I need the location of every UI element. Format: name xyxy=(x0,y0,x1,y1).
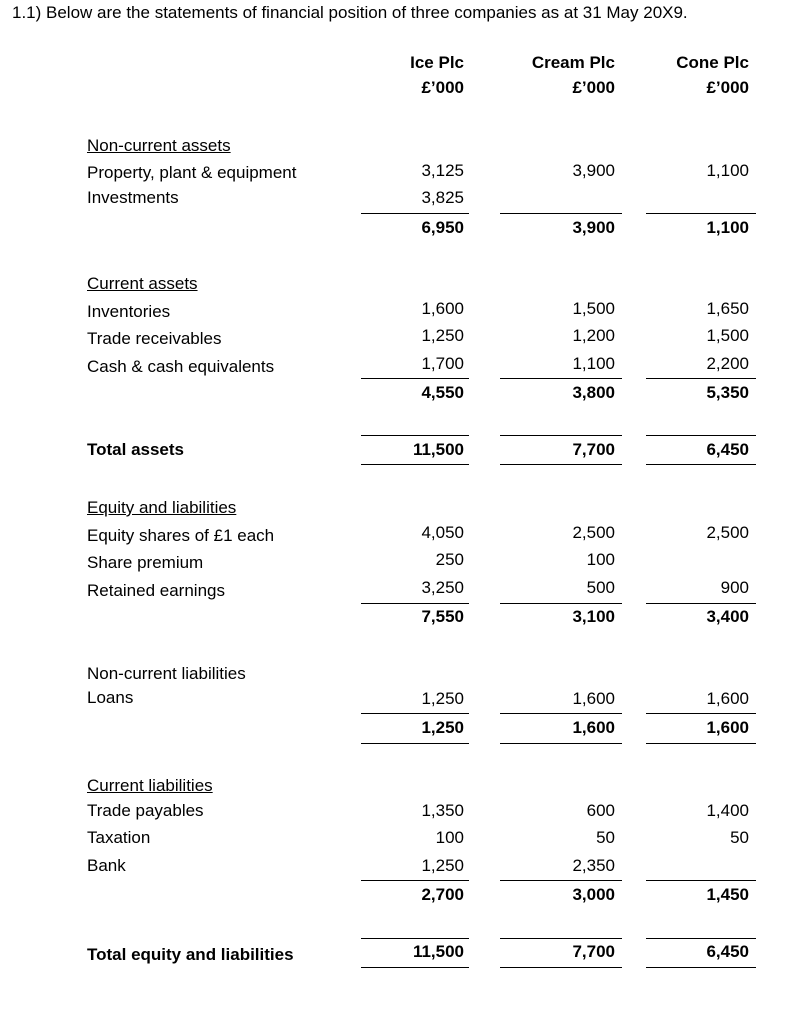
total-rule-bottom xyxy=(361,967,469,968)
total-cell: 6,450 xyxy=(706,942,749,961)
value-cell: 600 xyxy=(586,801,615,820)
value-cell: 1,500 xyxy=(706,326,749,345)
subtotal-rule xyxy=(646,378,756,379)
value-cell: 2,200 xyxy=(706,354,749,373)
subtotal-cell: 3,400 xyxy=(706,607,749,626)
subtotal-cell: 4,550 xyxy=(421,383,464,402)
value-cell: 100 xyxy=(435,828,464,847)
value-cell: 250 xyxy=(435,550,464,569)
total-rule-bottom xyxy=(500,967,622,968)
value-cell: 3,825 xyxy=(421,188,464,207)
row-label-cash: Cash & cash equivalents xyxy=(87,357,275,376)
subtotal-rule xyxy=(361,880,469,881)
value-cell: 1,100 xyxy=(706,161,749,180)
subtotal-rule xyxy=(361,603,469,604)
subtotal-rule xyxy=(361,713,469,714)
subtotal-rule xyxy=(500,378,622,379)
subtotal-rule xyxy=(361,378,469,379)
column-name: Cream Plc xyxy=(531,53,615,72)
column-unit: £’000 xyxy=(421,78,464,97)
value-cell: 1,650 xyxy=(706,299,749,318)
total-rule-bottom xyxy=(361,464,469,465)
row-label-retained-earnings: Retained earnings xyxy=(87,581,225,600)
section-heading-current-assets: Current assets xyxy=(87,274,198,293)
value-cell: 1,400 xyxy=(706,801,749,820)
value-cell: 1,600 xyxy=(421,299,464,318)
value-cell: 2,500 xyxy=(572,523,615,542)
row-label-equity-shares: Equity shares of £1 each xyxy=(87,526,275,545)
section-heading-non-current-assets: Non-current assets xyxy=(87,136,231,155)
value-cell: 1,200 xyxy=(572,326,615,345)
row-label-share-premium: Share premium xyxy=(87,553,204,572)
value-cell: 100 xyxy=(586,550,615,569)
subtotal-rule xyxy=(646,713,756,714)
total-cell: 7,700 xyxy=(572,942,615,961)
total-rule-top xyxy=(646,435,756,436)
row-label-investments: Investments xyxy=(87,188,179,207)
subtotal-cell: 1,100 xyxy=(706,218,749,237)
value-cell: 50 xyxy=(596,828,615,847)
subtotal-cell: 5,350 xyxy=(706,383,749,402)
value-cell: 1,250 xyxy=(421,856,464,875)
row-label-ppe: Property, plant & equipment xyxy=(87,163,297,182)
subtotal-cell: 7,550 xyxy=(421,607,464,626)
total-cell: 11,500 xyxy=(412,942,464,961)
value-cell: 50 xyxy=(730,828,749,847)
row-label-inventories: Inventories xyxy=(87,302,171,321)
row-label-trade-payables: Trade payables xyxy=(87,801,204,820)
total-rule-top xyxy=(500,435,622,436)
column-name: Ice Plc xyxy=(410,53,464,72)
row-label-bank: Bank xyxy=(87,856,126,875)
column-name: Cone Plc xyxy=(676,53,749,72)
total-rule-top xyxy=(646,938,756,939)
column-header-cone xyxy=(676,50,749,100)
value-cell: 1,700 xyxy=(421,354,464,373)
value-cell: 2,500 xyxy=(706,523,749,542)
column-header-ice xyxy=(410,50,464,100)
subtotal-rule xyxy=(646,213,756,214)
subtotal-cell: 2,700 xyxy=(421,885,464,904)
subtotal-cell: 1,450 xyxy=(706,885,749,904)
subtotal-cell: 3,800 xyxy=(572,383,615,402)
question-text: 1.1) Below are the statements of financial position of three companies as at 31 May 20X9. xyxy=(12,3,688,22)
total-rule-bottom xyxy=(646,464,756,465)
row-label-loans: Loans xyxy=(87,688,134,707)
column-header-cream xyxy=(532,50,615,100)
subtotal-cell: 1,600 xyxy=(572,718,615,737)
value-cell: 2,350 xyxy=(572,856,615,875)
subtotal-rule xyxy=(500,213,622,214)
value-cell: 1,600 xyxy=(572,689,615,708)
section-heading-non-current-liabilities: Non-current liabilities xyxy=(87,664,246,683)
value-cell: 3,250 xyxy=(421,578,464,597)
column-unit: £’000 xyxy=(706,78,749,97)
total-rule-top xyxy=(361,435,469,436)
subtotal-rule xyxy=(500,603,622,604)
total-rule-bottom xyxy=(646,967,756,968)
total-cell: 7,700 xyxy=(572,440,615,459)
section-heading-current-liabilities: Current liabilities xyxy=(87,776,213,795)
subtotal-cell: 3,100 xyxy=(572,607,615,626)
total-cell: 6,450 xyxy=(706,440,749,459)
subtotal-rule xyxy=(500,743,622,744)
value-cell: 1,250 xyxy=(421,689,464,708)
subtotal-cell: 1,250 xyxy=(421,718,464,737)
value-cell: 1,250 xyxy=(421,326,464,345)
value-cell: 1,100 xyxy=(572,354,615,373)
value-cell: 3,900 xyxy=(572,161,615,180)
subtotal-cell: 1,600 xyxy=(706,718,749,737)
row-label-taxation: Taxation xyxy=(87,828,151,847)
subtotal-rule xyxy=(646,743,756,744)
value-cell: 4,050 xyxy=(421,523,464,542)
total-rule-bottom xyxy=(500,464,622,465)
section-heading-equity: Equity and liabilities xyxy=(87,498,237,517)
column-unit: £’000 xyxy=(572,78,615,97)
row-label-total-equity-liabilities: Total equity and liabilities xyxy=(87,945,294,964)
subtotal-rule xyxy=(361,743,469,744)
subtotal-rule xyxy=(646,880,756,881)
total-cell: 11,500 xyxy=(412,440,464,459)
subtotal-rule xyxy=(646,603,756,604)
subtotal-cell: 3,000 xyxy=(572,885,615,904)
value-cell: 1,600 xyxy=(706,689,749,708)
subtotal-rule xyxy=(500,880,622,881)
subtotal-rule xyxy=(361,213,469,214)
value-cell: 500 xyxy=(586,578,615,597)
value-cell: 1,350 xyxy=(421,801,464,820)
value-cell: 900 xyxy=(720,578,749,597)
subtotal-rule xyxy=(500,713,622,714)
value-cell: 3,125 xyxy=(421,161,464,180)
total-rule-top xyxy=(500,938,622,939)
subtotal-cell: 3,900 xyxy=(572,218,615,237)
row-label-total-assets: Total assets xyxy=(87,440,185,459)
total-rule-top xyxy=(361,938,469,939)
value-cell: 1,500 xyxy=(572,299,615,318)
row-label-trade-receivables: Trade receivables xyxy=(87,329,222,348)
subtotal-cell: 6,950 xyxy=(421,218,464,237)
